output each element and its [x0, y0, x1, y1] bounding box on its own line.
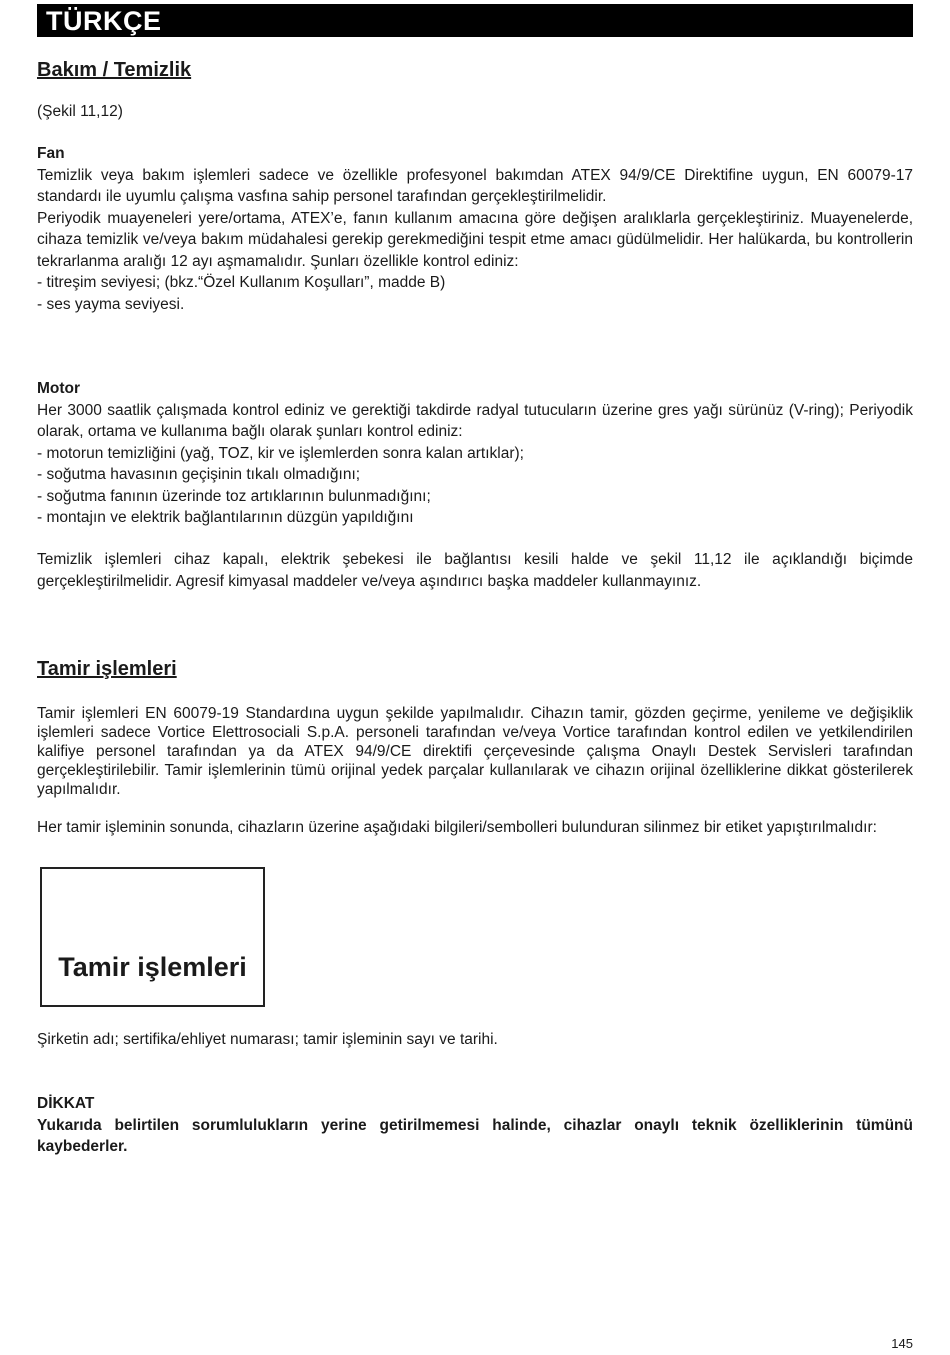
motor-paragraph: Her 3000 saatlik çalışmada kontrol ediniz ve gerektiği takdirde radyal tutucuların üzerine gres yağı sürünüz (V-ring); Periyodik olarak, ortama ve kullanıma bağlı olarak şunları kontrol ediniz: — [37, 401, 913, 440]
repair-label-text: Tamir işlemleri — [58, 952, 247, 982]
fan-paragraph-1: Temizlik veya bakım işlemleri sadece ve özellikle profesyonel bakımdan ATEX 94/9/CE Direktifine uygun, EN 60079-17 standardı ile uyumlu çalışma vasfına sahip personel tarafından gerçekleştirilmelidir. — [37, 166, 913, 205]
page-number: 145 — [891, 1336, 913, 1351]
fan-paragraph-2: Periyodik muayeneleri yere/ortama, ATEX’e, fanın kullanım amacına göre değişen aralıklarla gerçekleştiriniz. Muayenelerde, cihaza temizlik ve/veya bakım müdahalesi gerekip gerekmediğini tespit etme amacı güdülmelidir. Her halükarda, bu kontrollerin tekrarlanma aralığı 12 ayı aşmamalıdır. Şunları özellikle kontrol ediniz: — [37, 209, 913, 270]
motor-section — [37, 378, 913, 529]
repair-title: Tamir işlemleri — [37, 658, 177, 680]
warning-section — [37, 1093, 913, 1158]
figure-reference: (Şekil 11,12) — [37, 103, 123, 120]
cleaning-note: Temizlik işlemleri cihaz kapalı, elektrik şebekesi ile bağlantısı kesili halde ve şekil 11,12 ile açıklandığı biçimde gerçekleştirilmelidir. Agresif kimyasal maddeler ve/veya aşındırıcı başka maddeler kullanmayınız. — [37, 551, 913, 590]
maintenance-title: Bakım / Temizlik — [37, 59, 192, 81]
motor-heading: Motor — [37, 380, 81, 397]
warning-heading: DİKKAT — [37, 1095, 95, 1112]
motor-check-item: - motorun temizliğini (yağ, TOZ, kir ve işlemlerden sonra kalan artıklar); — [37, 444, 524, 462]
motor-check-item: - soğutma fanının üzerinde toz artıklarının bulunmadığını; — [37, 487, 431, 505]
fan-check-item: - ses yayma seviyesi. — [37, 295, 185, 313]
repair-label-box — [40, 867, 265, 1007]
fan-section — [37, 143, 913, 315]
label-fields-text: Şirketin adı; sertifika/ehliyet numarası; tamir işleminin sayı ve tarihi. — [37, 1031, 498, 1048]
repair-paragraph-2: Her tamir işleminin sonunda, cihazların üzerine aşağıdaki bilgileri/sembolleri bulunduran silinmez bir etiket yapıştırılmalıdır: — [37, 819, 877, 836]
warning-text: Yukarıda belirtilen sorumlulukların yerine getirilmemesi halinde, cihazlar onaylı teknik özelliklerinin tümünü kaybederler. — [37, 1116, 913, 1155]
language-banner: TÜRKÇE — [37, 4, 913, 37]
motor-check-item: - soğutma havasının geçişinin tıkalı olmadığını; — [37, 466, 361, 483]
repair-paragraph-1: Tamir işlemleri EN 60079-19 Standardına uygun şekilde yapılmalıdır. Cihazın tamir, gözden geçirme, yenileme ve değişiklik işlemleri sadece Vortice Elettrosociali S.p.A. personeli tarafından ve/veya Vortice tarafından kontrol edilen ve yetkilendirilen kalifiye personel tarafından ya da ATEX 94/9/CE direktifi çerçevesinde çalışma Onaylı Destek Servisleri tarafından gerçekleştirilebilir. Tamir işlemlerinin tümü orijinal yedek parçalar kullanılarak ve cihazın orijinal özelliklerine dikkat gösterilerek yapılmalıdır. — [37, 705, 913, 798]
fan-check-item: - titreşim seviyesi; (bkz.“Özel Kullanım Koşulları”, madde B) — [37, 274, 446, 291]
motor-check-item: - montajın ve elektrik bağlantılarının düzgün yapıldığını — [37, 509, 414, 526]
fan-heading: Fan — [37, 145, 65, 162]
